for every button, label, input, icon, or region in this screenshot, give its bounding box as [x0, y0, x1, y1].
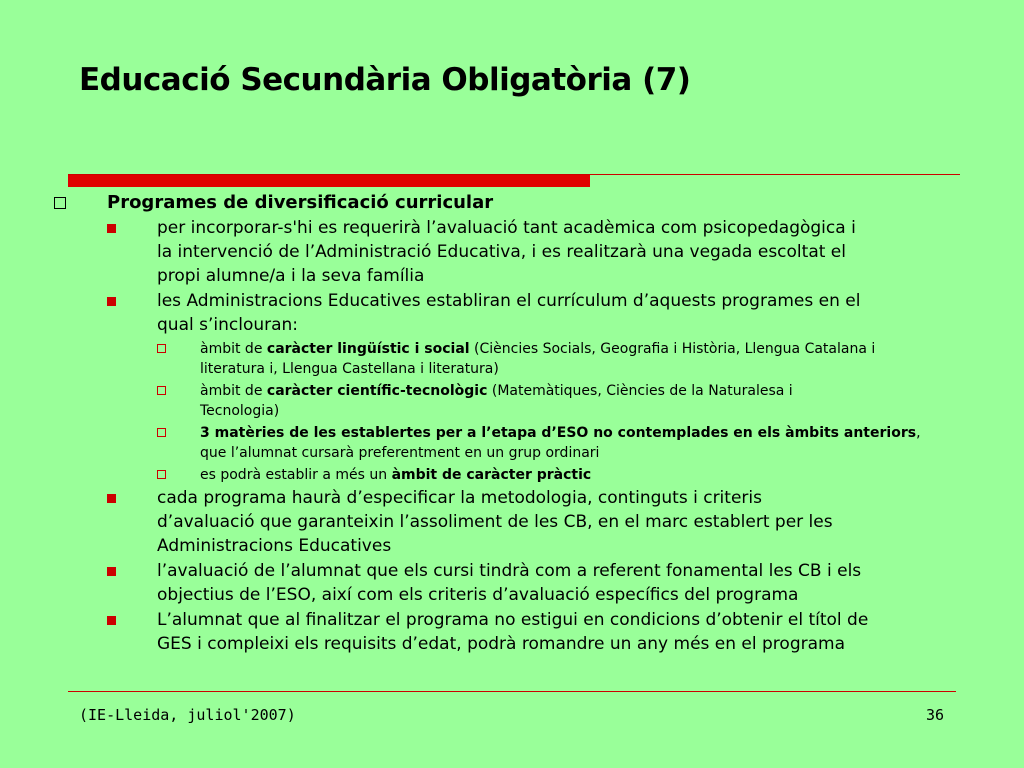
- slide-content: [0, 188, 1024, 656]
- sub-bullet-item: [0, 423, 980, 463]
- bullet-line: per incorporar-s'hi es requerirà l’avaluació tant acadèmica com psicopedagògica i: [157, 218, 856, 238]
- sub-bullet-bold-text: caràcter lingüístic i social: [266, 341, 470, 357]
- red-square-bullet-icon: [107, 224, 116, 233]
- page-number: 36: [926, 706, 945, 724]
- bullet-line: propi alumne/a i la seva família: [157, 266, 425, 286]
- bullet-line: l’avaluació de l’alumnat que els cursi tindrà com a referent fonamental les CB i els: [157, 561, 862, 581]
- bullet-line: la intervenció de l’Administració Educativa, i es realitzarà una vegada escoltat el: [157, 242, 846, 262]
- title-divider-bar: [68, 175, 590, 187]
- sub-bullet-line: Tecnologia): [200, 403, 280, 419]
- bullet-item: [0, 486, 977, 558]
- heading-text: Programes de diversificació curricular: [107, 192, 494, 213]
- sub-bullet-line: [200, 423, 980, 443]
- sub-bullet-bold-text: caràcter científic-tecnològic: [266, 383, 488, 399]
- bullet-line: d’avaluació que garanteixin l’assoliment de les CB, en el marc establert per les: [157, 512, 833, 532]
- bullet-line: objectius de l’ESO, així com els criteris d’avaluació específics del programa: [157, 585, 799, 605]
- bullet-line: les Administracions Educatives establiran el currículum d’aquests programes en el: [157, 291, 861, 311]
- sub-bullet-text: àmbit de: [200, 383, 267, 399]
- footer-source: (IE-Lleida, juliol'2007): [79, 706, 296, 724]
- hollow-square-bullet-icon: [157, 344, 166, 353]
- bullet-line: GES i compleixi els requisits d’edat, podrà romandre un any més en el programa: [157, 634, 846, 654]
- hollow-square-bullet-icon: [54, 197, 66, 209]
- sub-bullet-item: [0, 465, 980, 485]
- sub-bullet-line: literatura i, Llengua Castellana i literatura): [200, 361, 499, 377]
- heading-item: [0, 191, 1024, 215]
- bullet-line: L’alumnat que al finalitzar el programa no estigui en condicions d’obtenir el títol de: [157, 610, 869, 630]
- sub-bullet-line: que l’alumnat cursarà preferentment en un grup ordinari: [200, 445, 600, 461]
- red-square-bullet-icon: [107, 494, 116, 503]
- bullet-item: [0, 608, 977, 656]
- red-square-bullet-icon: [107, 616, 116, 625]
- footer-divider-line: [68, 691, 956, 692]
- sub-bullet-text: (Ciències Socials, Geografia i Història, Llengua Catalana i: [469, 341, 876, 357]
- sub-bullet-text: es podrà establir a més un: [200, 467, 392, 483]
- bullet-line: Administracions Educatives: [157, 536, 392, 556]
- sub-bullet-bold-text: 3 matèries de les establertes per a l’etapa d’ESO no contemplades en els àmbits anteriors: [200, 425, 917, 441]
- sub-bullet-line: [200, 381, 980, 401]
- bullet-line: cada programa haurà d’especificar la metodologia, continguts i criteris: [157, 488, 762, 508]
- sub-bullet-line: [200, 465, 980, 485]
- hollow-square-bullet-icon: [157, 428, 166, 437]
- hollow-square-bullet-icon: [157, 470, 166, 479]
- bullet-item: [0, 289, 977, 337]
- sub-bullet-item: [0, 339, 980, 379]
- red-square-bullet-icon: [107, 297, 116, 306]
- bullet-line: qual s’inclouran:: [157, 315, 299, 335]
- bullet-item: [0, 216, 977, 288]
- sub-bullet-line: [200, 339, 980, 359]
- sub-bullet-text: àmbit de: [200, 341, 267, 357]
- sub-bullet-text: (Matemàtiques, Ciències de la Naturalesa i: [487, 383, 793, 399]
- sub-bullet-bold-text: àmbit de caràcter pràctic: [391, 467, 592, 483]
- sub-bullet-item: [0, 381, 980, 421]
- hollow-square-bullet-icon: [157, 386, 166, 395]
- bullet-item: [0, 559, 977, 607]
- slide-title: Educació Secundària Obligatòria (7): [79, 62, 691, 98]
- red-square-bullet-icon: [107, 567, 116, 576]
- sub-bullet-text: ,: [916, 425, 921, 441]
